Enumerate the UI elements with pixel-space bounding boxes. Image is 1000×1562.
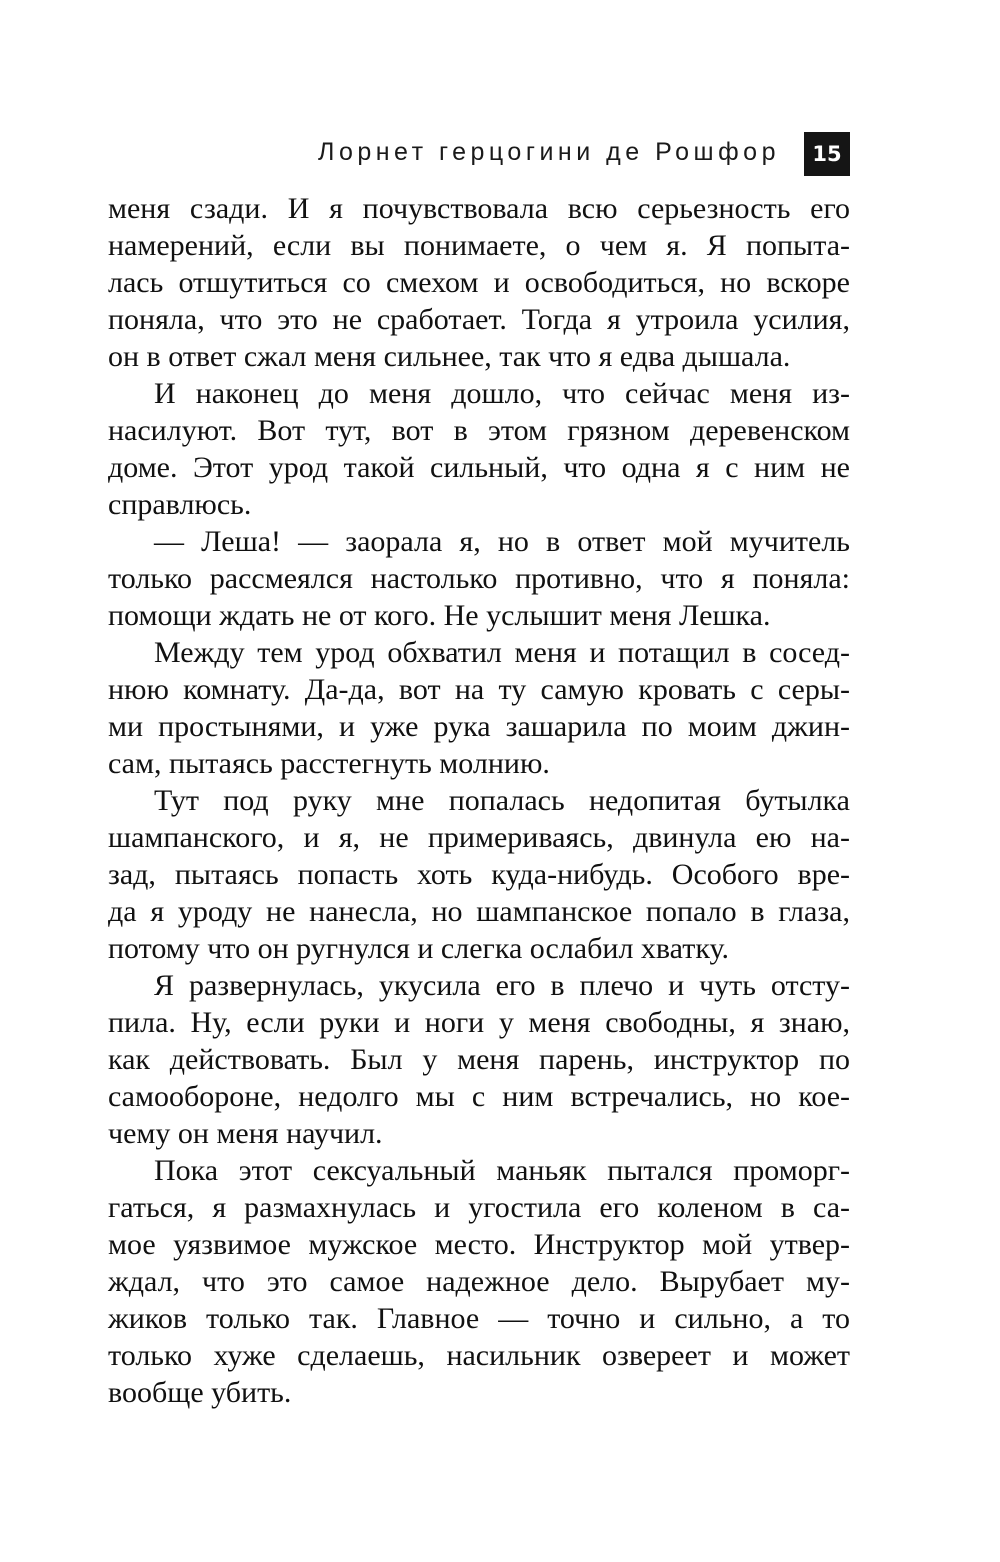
text-line: помощи ждать не от кого. Не услышит меня Лешка. bbox=[108, 599, 771, 632]
text-line: нюю комнату. Да-да, вот на ту самую кровать с серы- bbox=[108, 673, 850, 706]
text-line: Между тем урод обхватил меня и потащил в сосед- bbox=[154, 636, 850, 669]
text-line: меня сзади. И я почувствовала всю серьезность его bbox=[108, 192, 850, 225]
text-line: гаться, я размахнулась и угостила его коленом в са- bbox=[108, 1191, 850, 1224]
text-line: поняла, что это не сработает. Тогда я утроила усилия, bbox=[108, 303, 850, 336]
paragraph-1 bbox=[108, 190, 850, 375]
text-line: справлюсь. bbox=[108, 488, 252, 521]
text-line: лась отшутиться со смехом и освободиться, но вскоре bbox=[108, 266, 850, 299]
text-line: Тут под руку мне попалась недопитая бутылка bbox=[154, 784, 850, 817]
text-line: Пока этот сексуальный маньяк пытался проморг- bbox=[154, 1154, 850, 1187]
text-line: самообороне, недолго мы с ним встречались, но кое- bbox=[108, 1080, 850, 1113]
text-line: мое уязвимое мужское место. Инструктор мой утвер- bbox=[108, 1228, 850, 1261]
page-number: 15 bbox=[804, 132, 850, 176]
paragraph-6 bbox=[108, 967, 850, 1152]
text-line: вообще убить. bbox=[108, 1376, 292, 1409]
paragraph-5 bbox=[108, 782, 850, 967]
text-line: сам, пытаясь расстегнуть молнию. bbox=[108, 747, 550, 780]
text-line: ждал, что это самое надежное дело. Вырубает му- bbox=[108, 1265, 850, 1298]
text-line: чему он меня научил. bbox=[108, 1117, 383, 1150]
text-line: он в ответ сжал меня сильнее, так что я едва дышала. bbox=[108, 340, 791, 373]
text-line: жиков только так. Главное — точно и сильно, а то bbox=[108, 1302, 850, 1335]
text-line: намерений, если вы понимаете, о чем я. Я попыта- bbox=[108, 229, 850, 262]
text-line: шампанского, и я, не примериваясь, двинула ею на- bbox=[108, 821, 850, 854]
text-line: Я развернулась, укусила его в плечо и чуть отсту- bbox=[154, 969, 850, 1002]
text-line: только хуже сделаешь, насильник озвереет и может bbox=[108, 1339, 850, 1372]
paragraph-2 bbox=[108, 375, 850, 523]
text-line: — Леша! — заорала я, но в ответ мой мучитель bbox=[154, 525, 850, 558]
text-line: ми простынями, и уже рука зашарила по моим джин- bbox=[108, 710, 850, 743]
paragraph-7 bbox=[108, 1152, 850, 1411]
text-line: пила. Ну, если руки и ноги у меня свободны, я знаю, bbox=[108, 1006, 850, 1039]
text-line: насилуют. Вот тут, вот в этом грязном деревенском bbox=[108, 414, 850, 447]
text-line: потому что он ругнулся и слегка ослабил хватку. bbox=[108, 932, 729, 965]
text-line: доме. Этот урод такой сильный, что одна я с ним не bbox=[108, 451, 850, 484]
text-line: да я уроду не нанесла, но шампанское попало в глаза, bbox=[108, 895, 850, 928]
page-header bbox=[108, 132, 850, 176]
paragraph-3 bbox=[108, 523, 850, 634]
paragraph-4 bbox=[108, 634, 850, 782]
text-line: зад, пытаясь попасть хоть куда-нибудь. Особого вре- bbox=[108, 858, 850, 891]
text-line: И наконец до меня дошло, что сейчас меня из- bbox=[154, 377, 850, 410]
text-line: как действовать. Был у меня парень, инструктор по bbox=[108, 1043, 850, 1076]
text-line: только рассмеялся настолько противно, что я поняла: bbox=[108, 562, 850, 595]
running-title: Лорнет герцогини де Рошфор bbox=[318, 138, 780, 166]
body-text bbox=[108, 190, 850, 1411]
